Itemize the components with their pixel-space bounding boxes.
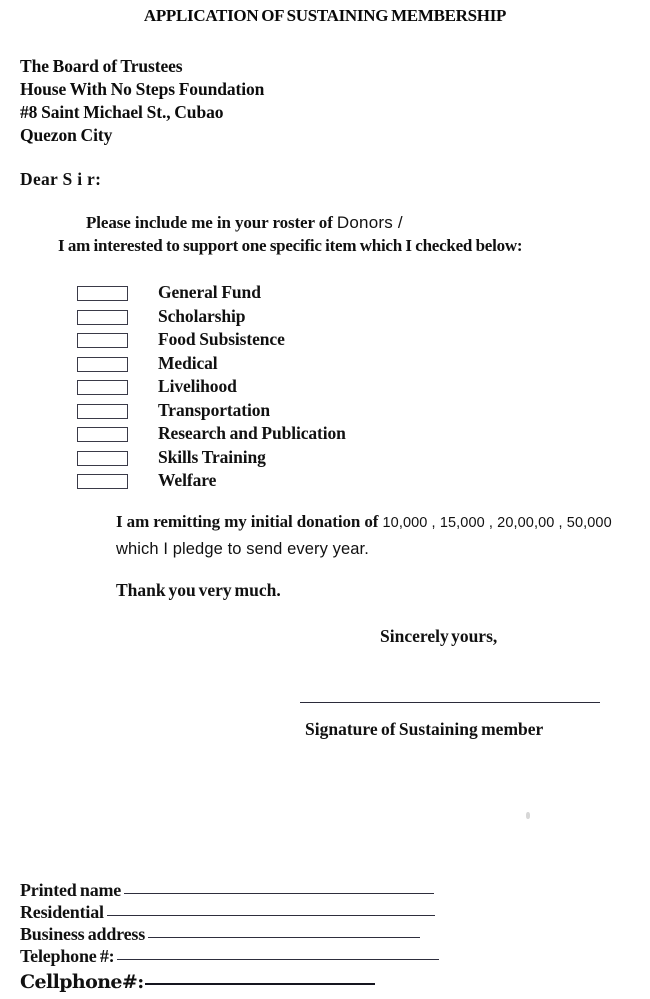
intro-line-1-prefix: Please include me in your roster of [86,213,337,232]
intro-line-2: I am interested to support one specific item which I checked below: [58,236,523,255]
field-label: Residential [20,902,104,922]
checkbox-transportation[interactable] [77,404,128,419]
field-label: Business address [20,924,146,944]
option-label: Livelihood [158,376,237,396]
option-label: Transportation [158,399,271,420]
option-row[interactable] [77,329,537,356]
salutation: Dear S i r: [20,169,102,189]
recipient-line-3: #8 Saint Michael St., Cubao [20,102,224,122]
remittance-prefix: I am remitting my initial donation of [116,512,383,531]
option-row[interactable] [77,423,537,450]
checkbox-skills-training[interactable] [77,451,128,466]
field-label: Printed name [20,880,122,900]
field-label: Telephone #: [20,946,115,966]
intro-line-1-emphasis: Donors / [336,213,403,232]
field-printed-name[interactable] [20,880,434,901]
checkbox-food-subsistence[interactable] [77,333,128,348]
page-title: APPLICATION OF SUSTAINING MEMBERSHIP [143,6,507,25]
remittance-line-1 [116,512,612,532]
option-row[interactable] [77,352,537,380]
option-row[interactable] [77,376,537,403]
checkbox-livelihood[interactable] [77,380,128,395]
field-cellphone[interactable] [20,971,375,993]
option-label: Medical [158,352,218,373]
field-cellphone-label: Cellphone#: [20,971,144,993]
option-label: Research and Publication [158,423,346,443]
field-rule[interactable] [124,893,434,894]
field-residential[interactable] [20,902,435,923]
field-rule[interactable] [148,937,420,938]
field-rule[interactable] [117,959,439,960]
checkbox-general-fund[interactable] [77,286,128,301]
field-cellphone-rule[interactable] [145,983,375,985]
option-label: Scholarship [158,305,246,326]
recipient-line-4: Quezon City [20,125,113,145]
option-label: General Fund [158,282,261,302]
option-row[interactable] [77,305,537,333]
checkbox-welfare[interactable] [77,474,128,489]
option-checklist [77,282,537,497]
option-row[interactable] [77,470,537,497]
signature-caption: Signature of Sustaining member [305,719,544,739]
signature-line[interactable] [300,702,600,703]
checkbox-scholarship[interactable] [77,310,128,325]
checkbox-medical[interactable] [77,357,128,372]
field-business-address[interactable] [20,924,420,945]
option-label: Welfare [158,470,217,490]
thanks-line: Thank you very much. [116,580,281,600]
checkbox-research-and-publication[interactable] [77,427,128,442]
field-rule[interactable] [107,915,435,916]
remittance-line-2: which I pledge to send every year. [116,540,369,558]
field-telephone[interactable] [20,946,439,967]
option-label: Skills Training [158,446,266,467]
option-row[interactable] [77,446,537,474]
recipient-line-2: House With No Steps Foundation [20,79,265,99]
intro-line-1 [86,213,403,233]
option-label: Food Subsistence [158,329,285,349]
remittance-amounts: 10,000 , 15,000 , 20,00,00 , 50,000 [382,515,612,531]
recipient-line-1: The Board of Trustees [20,56,183,76]
closing-line: Sincerely yours, [380,626,498,646]
scan-artifact [526,812,530,819]
option-row[interactable] [77,282,537,309]
